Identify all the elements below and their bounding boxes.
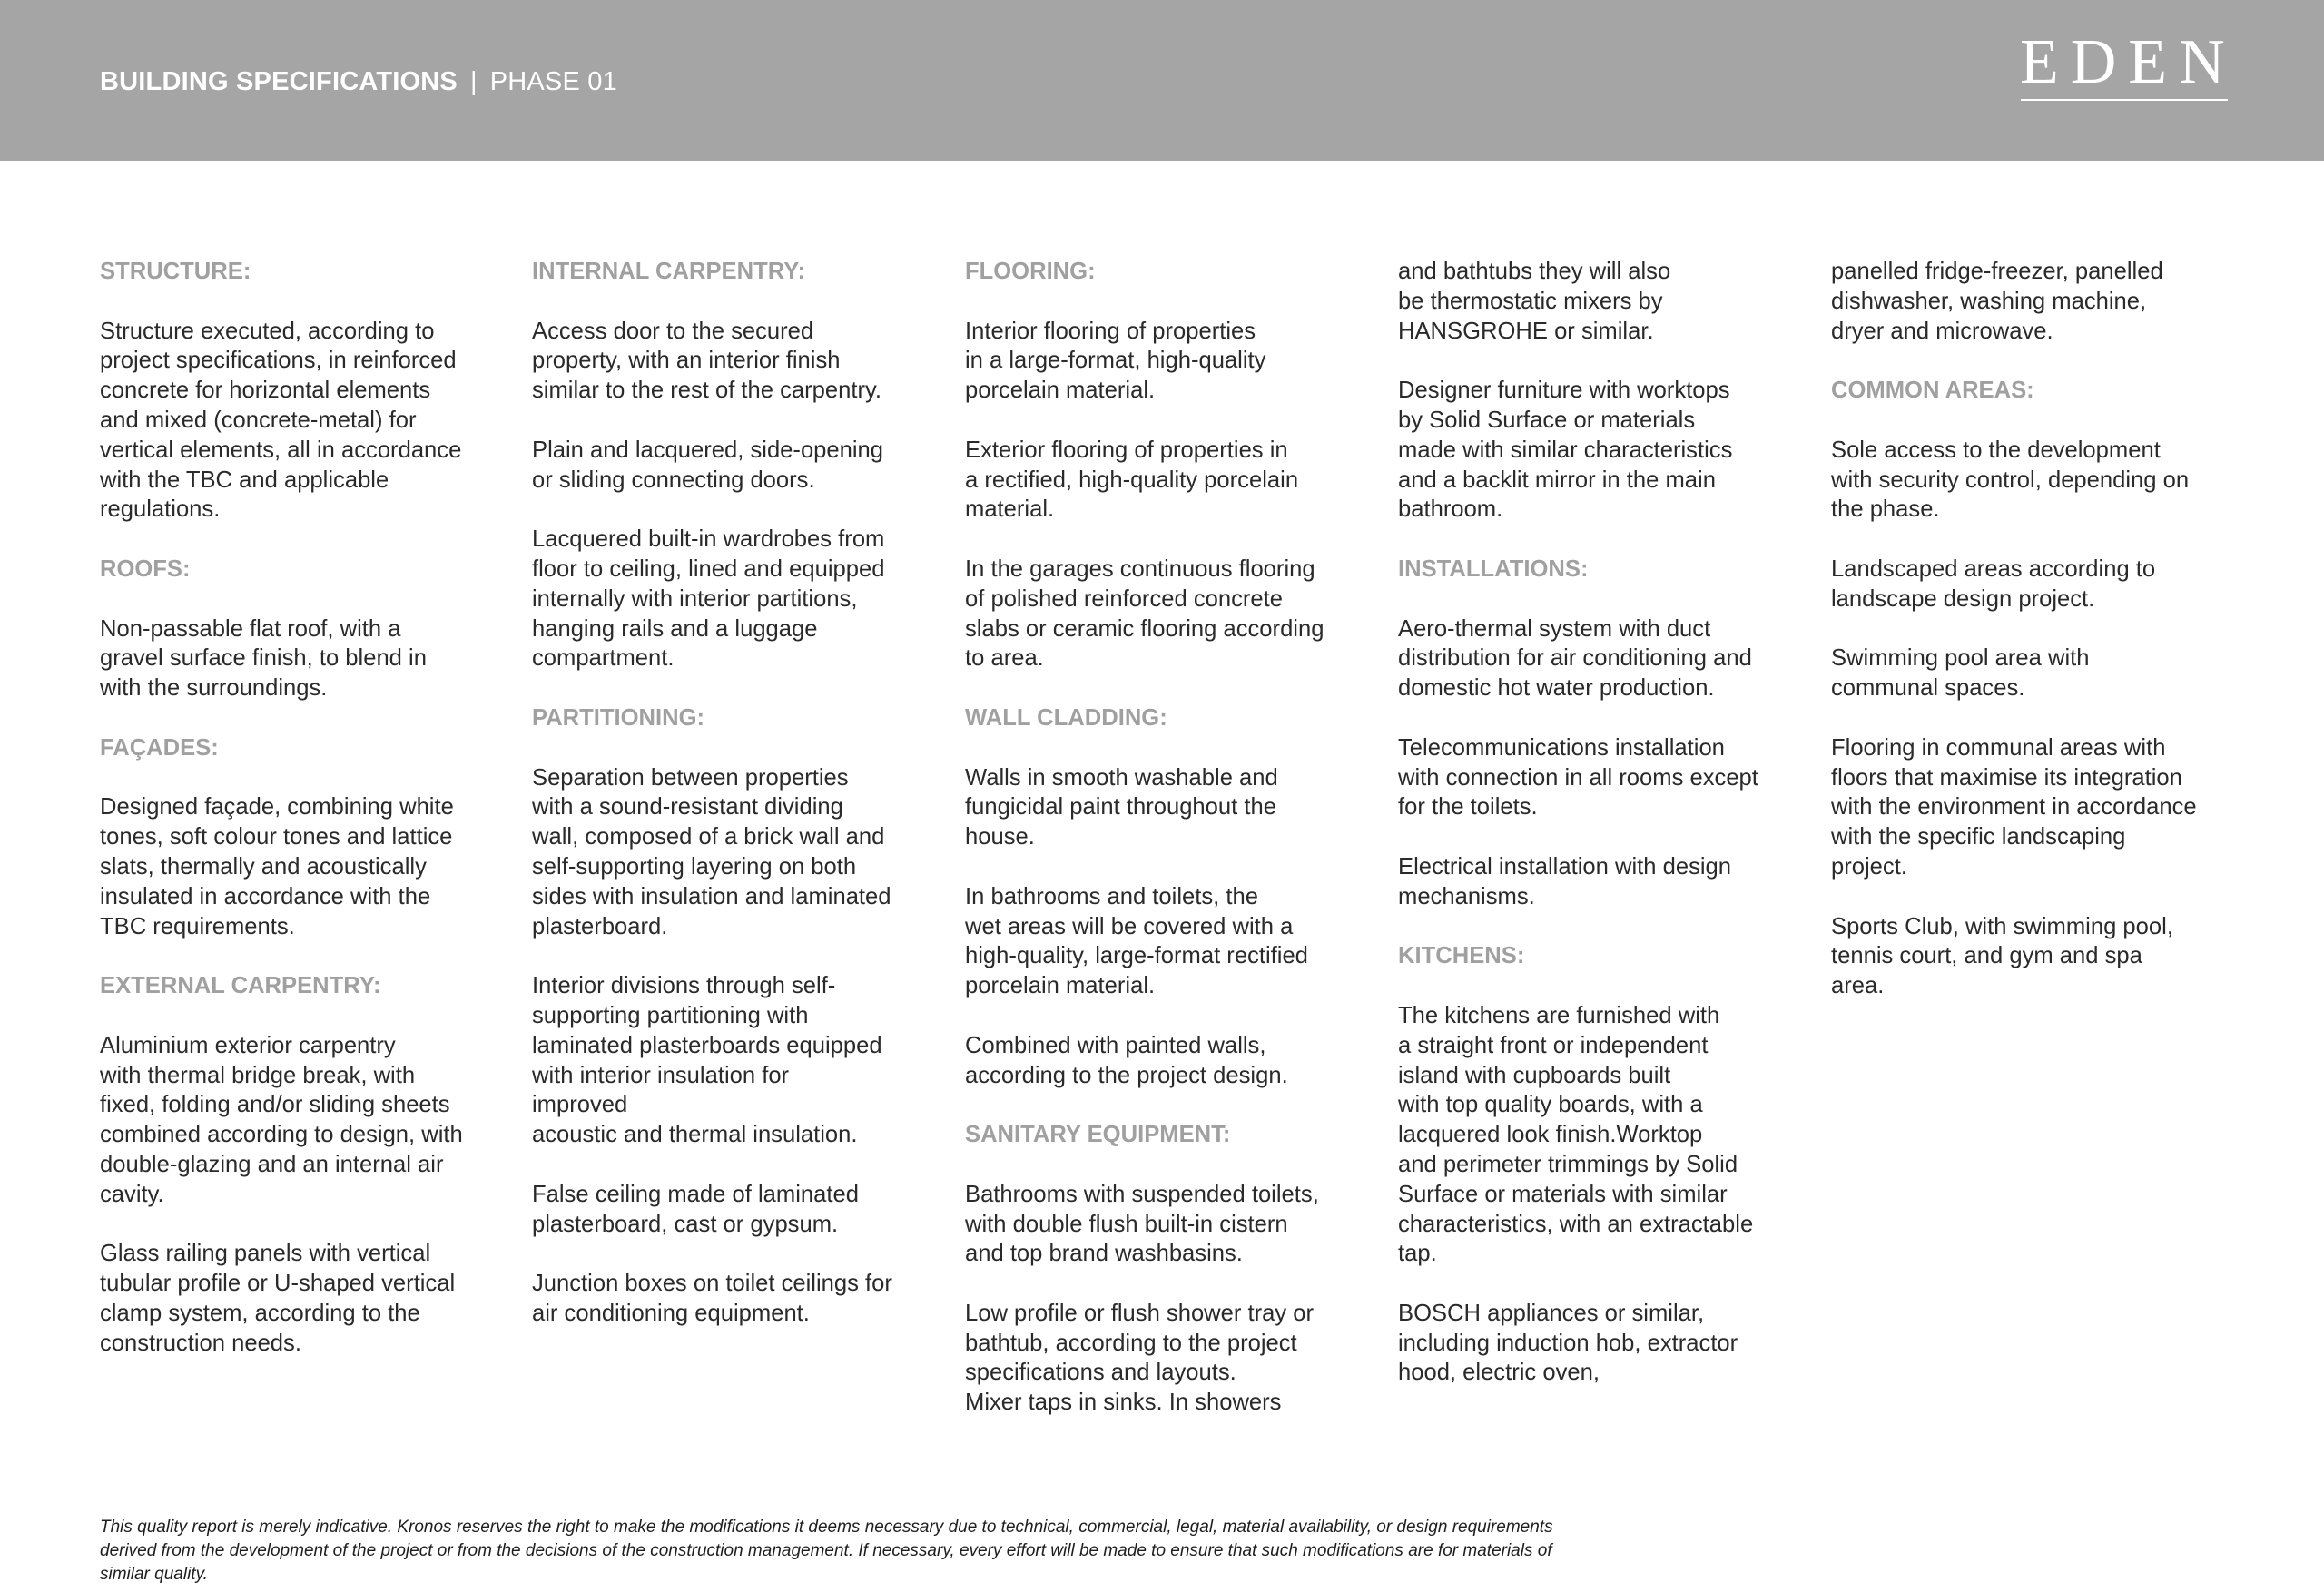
spec-paragraph: Interior flooring of properties in a large-format, high-quality porcelain material.: [965, 318, 1266, 404]
spec-column-5: [1831, 257, 2235, 1001]
eden-logo: EDEN: [2020, 27, 2237, 97]
disclaimer-text: This quality report is merely indicative. Kronos reserves the right to make the modifications it deems necessary due to technical, commercial, legal, material availability, or design requirements derived from the development of the project or from the decisions of the construction management. If necessary, every effort will be made to ensure that such modifications are for materials of similar quality.: [100, 1518, 1553, 1584]
title-text: BUILDING SPECIFICATIONS: [100, 67, 458, 96]
document-title: [100, 67, 617, 97]
section-heading: SANITARY EQUIPMENT:: [965, 1122, 1231, 1148]
spec-paragraph: Bathrooms with suspended toilets, with double flush built-in cistern and top brand washbasins.: [965, 1181, 1319, 1267]
section-heading: KITCHENS:: [1398, 943, 1525, 969]
spec-paragraph: Glass railing panels with vertical tubular profile or U-shaped vertical clamp system, according to the construction needs.: [100, 1241, 456, 1356]
spec-paragraph: In bathrooms and toilets, the wet areas will be covered with a high-quality, large-format rectified porcelain material.: [965, 883, 1308, 999]
header-bar: [0, 0, 2324, 161]
section-heading: PARTITIONING:: [532, 704, 705, 731]
spec-paragraph: False ceiling made of laminated plasterboard, cast or gypsum.: [532, 1181, 859, 1237]
spec-paragraph: Junction boxes on toilet ceilings for air conditioning equipment.: [532, 1271, 892, 1326]
spec-paragraph: Flooring in communal areas with floors that maximise its integration with the environment in accordance with the specific landscaping project.: [1831, 734, 2197, 880]
spec-paragraph: Swimming pool area with communal spaces.: [1831, 645, 2090, 702]
spec-paragraph: Structure executed, according to project specifications, in reinforced concrete for horizontal elements and mixed (concrete-metal) for vertical elements, all in accordance with the TBC and applicable regulations.: [100, 318, 462, 523]
spec-paragraph: Non-passable flat roof, with a gravel surface finish, to blend in with the surroundings.: [100, 615, 427, 702]
spec-column-2: [532, 257, 936, 1329]
phase-label: PHASE 01: [489, 67, 617, 96]
spec-paragraph: Separation between properties with a sound-resistant dividing wall, composed of a brick wall and self-supporting layering on both sides with insulation and laminated plasterboard.: [532, 764, 891, 939]
spec-paragraph: Electrical installation with design mechanisms.: [1398, 853, 1732, 909]
spec-paragraph: Sports Club, with swimming pool, tennis court, and gym and spa area.: [1831, 913, 2173, 999]
section-heading: EXTERNAL CARPENTRY:: [100, 973, 381, 999]
title-separator: |: [469, 67, 478, 96]
spec-paragraph: and bathtubs they will also be thermostatic mixers by HANSGROHE or similar.: [1398, 259, 1671, 344]
spec-column-3: [965, 257, 1369, 1418]
logo-underline: [2021, 99, 2228, 101]
section-heading: STRUCTURE:: [100, 259, 251, 284]
spec-paragraph: Telecommunications installation with connection in all rooms except for the toilets.: [1398, 734, 1758, 821]
section-heading: INTERNAL CARPENTRY:: [532, 259, 805, 284]
section-heading: INSTALLATIONS:: [1398, 555, 1589, 582]
section-heading: FAÇADES:: [100, 734, 219, 761]
spec-paragraph: Interior divisions through self- supporting partitioning with laminated plasterboards equipped with interior insulation for improved acoustic and thermal insulation.: [532, 973, 882, 1148]
spec-paragraph: In the garages continuous flooring of polished reinforced concrete slabs or ceramic flooring according to area.: [965, 555, 1324, 672]
spec-column-1: [100, 257, 504, 1358]
spec-paragraph: The kitchens are furnished with a straight front or independent island with cupboards built with top quality boards, with a lacquered look finish.Worktop and perimeter trimmings by Solid Surface or materials with similar characteristics, with an extractable tap.: [1398, 1002, 1754, 1267]
section-heading: WALL CLADDING:: [965, 704, 1167, 731]
spec-paragraph: Plain and lacquered, side-opening or sliding connecting doors.: [532, 437, 884, 493]
spec-paragraph: Combined with painted walls, according to the project design.: [965, 1032, 1288, 1088]
spec-paragraph: Walls in smooth washable and fungicidal paint throughout the house.: [965, 764, 1278, 850]
spec-paragraph: BOSCH appliances or similar, including induction hob, extractor hood, electric oven,: [1398, 1300, 1738, 1386]
section-heading: FLOORING:: [965, 259, 1096, 284]
spec-paragraph: Designed façade, combining white tones, soft colour tones and lattice slats, thermally and acoustically insulated in accordance with the TBC requirements.: [100, 794, 454, 939]
spec-paragraph: Exterior flooring of properties in a rectified, high-quality porcelain material.: [965, 437, 1299, 523]
section-heading: COMMON AREAS:: [1831, 378, 2034, 404]
spec-paragraph: Lacquered built-in wardrobes from floor to ceiling, lined and equipped internally with interior partitions, hanging rails and a luggage compartment.: [532, 526, 885, 672]
spec-paragraph: Designer furniture with worktops by Solid Surface or materials made with similar characteristics and a backlit mirror in the main bathroom.: [1398, 378, 1733, 523]
spec-paragraph: panelled fridge-freezer, panelled dishwasher, washing machine, dryer and microwave.: [1831, 259, 2163, 344]
spec-paragraph: Landscaped areas according to landscape design project.: [1831, 555, 2156, 612]
section-heading: ROOFS:: [100, 555, 191, 582]
spec-paragraph: Sole access to the development with security control, depending on the phase.: [1831, 437, 2190, 523]
spec-paragraph: Access door to the secured property, with an interior finish similar to the rest of the carpentry.: [532, 318, 882, 404]
spec-paragraph: Aero-thermal system with duct distribution for air conditioning and domestic hot water production.: [1398, 615, 1752, 702]
spec-column-4: [1398, 257, 1802, 1388]
spec-paragraph: Aluminium exterior carpentry with thermal bridge break, with fixed, folding and/or sliding sheets combined according to design, with double-glazing and an internal air cavity.: [100, 1032, 463, 1207]
spec-paragraph: Low profile or flush shower tray or bathtub, according to the project specifications and layouts. Mixer taps in sinks. In showers: [965, 1300, 1315, 1416]
